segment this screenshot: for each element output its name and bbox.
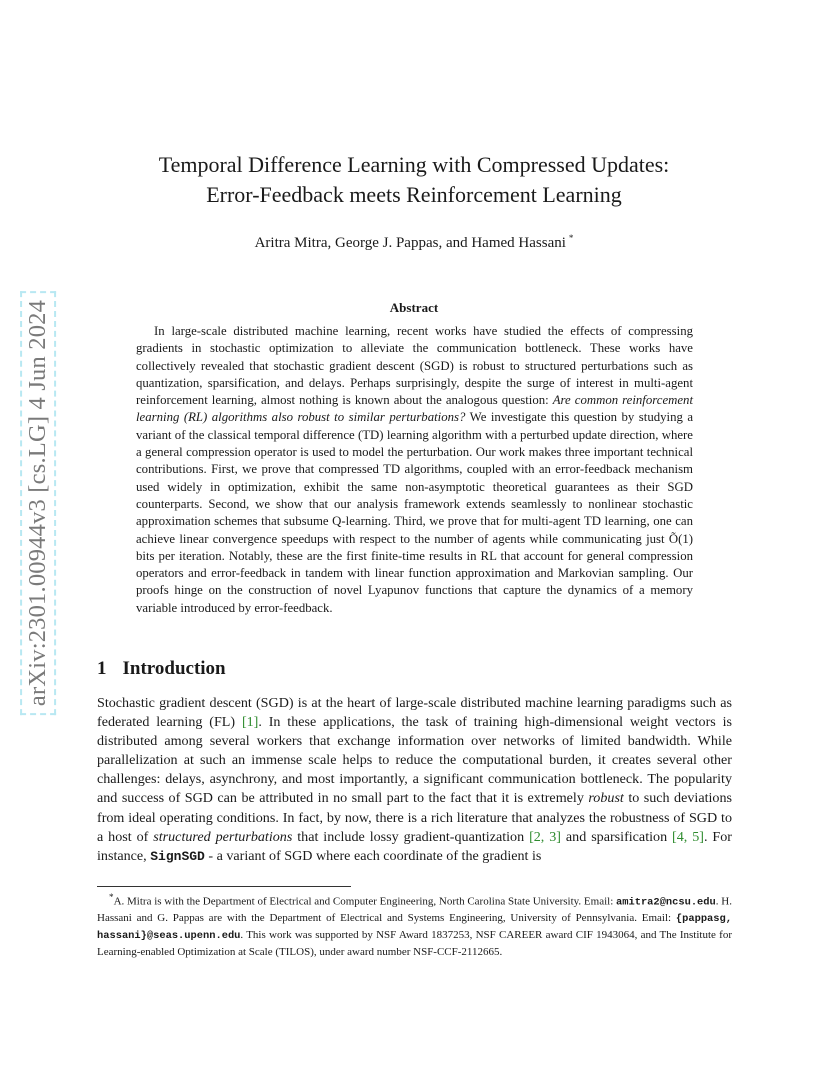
footnote-divider: [97, 886, 351, 887]
abstract-part-2: We investigate this question by studying a variant of the classical temporal difference (TD) learning algorithm with a perturbed update direction, where a general compression operator is used to model the perturbation. Our work makes three important technical contributions. First, we prove that compressed TD algorithms, coupled with an error-feedback mechanism used widely in optimization, exhibit the same non-asymptotic theoretical guarantees as their SGD counterparts. Second, we show that our analysis framework extends seamlessly to nonlinear stochastic approximation schemes that subsume Q-learning. Third, we prove that for multi-agent TD learning, one can achieve linear convergence speedups with respect to the number of agents while communicating just: [136, 410, 694, 546]
abstract-part-3: bits per iteration. Notably, these are the first finite-time results in RL that account for general compression operators and error-feedback in tandem with linear function approximation and Markovian sampling. Our proofs hinge on the construction of novel Lyapunov functions that capture the dynamics of a memory variable introduced by error-feedback.: [136, 548, 693, 615]
section-number: 1: [97, 658, 107, 679]
citation-link[interactable]: [4, 5]: [672, 828, 704, 845]
author-list: [100, 228, 728, 253]
section-title: Introduction: [122, 658, 226, 679]
intro-text-6: . For instance,: [97, 828, 733, 864]
abstract-question: Are common reinforcement learning (RL) algorithms also robust to similar perturbations?: [136, 393, 693, 425]
title-line-1: Temporal Difference Learning with Compressed Updates:: [158, 152, 670, 177]
abstract-heading: Abstract: [389, 300, 439, 315]
signsgd-code: SignSGD: [150, 848, 205, 864]
intro-text-5: and sparsification: [561, 828, 673, 845]
footnote-email-1[interactable]: amitra2@ncsu.edu: [616, 896, 716, 909]
intro-text-1: Stochastic gradient descent (SGD) is at the heart of large-scale distributed machine learning paradigms such as federated learning (FL): [97, 695, 732, 731]
abstract-otilde: Õ(1): [668, 531, 693, 546]
author-footnote-mark[interactable]: *: [568, 233, 574, 243]
title-line-2: Error-Feedback meets Reinforcement Learning: [206, 182, 622, 207]
citation-link[interactable]: [2, 3]: [529, 828, 561, 845]
intro-emphasis-robust: robust: [588, 790, 624, 807]
footnote-text-2: . H. Hassani and G. Pappas are with the Department of Electrical and Systems Engineering, University of Pennsylvania. Email:: [97, 895, 732, 925]
footnote-text-1: A. Mitra is with the Department of Electrical and Computer Engineering, North Carolina State University. Email:: [113, 895, 616, 908]
footnote-text-3: . This work was supported by NSF Award 1837253, NSF CAREER award CIF 1943064, and The Institute for Learning-enabled Optimization at Scale (TILOS), under award number NSF-CCF-2112665.: [97, 929, 732, 958]
arxiv-identifier[interactable]: arXiv:2301.00944v3 [cs.LG] 4 Jun 2024: [20, 291, 56, 715]
abstract-part-1: In large-scale distributed machine learning, recent works have studied the effects of compressing gradients in stochastic optimization to alleviate the communication bottleneck. These works have collectively revealed that stochastic gradient descent (SGD) is robust to structured perturbations such as quantization, sparsification, and delays. Perhaps surprisingly, despite the surge of interest in multi-agent reinforcement learning, almost nothing is known about the analogous question:: [136, 324, 693, 408]
author-names: Aritra Mitra, George J. Pappas, and Hamed Hassani: [254, 235, 566, 251]
intro-text-7: - a variant of SGD where each coordinate of the gradient is: [204, 847, 542, 864]
intro-text-4: that include lossy gradient-quantization: [292, 828, 530, 845]
footnote-email-2[interactable]: {pappasg, hassani}@seas.upenn.edu: [97, 913, 732, 943]
author-footnote: [97, 890, 732, 960]
introduction-paragraph: [97, 694, 732, 866]
intro-text-3: to such deviations from ideal operating conditions. In fact, by now, there is a rich literature that analyzes the robustness of SGD to a host of: [97, 790, 732, 845]
section-heading-introduction: [97, 658, 226, 680]
intro-emphasis-structured: structured perturbations: [153, 828, 293, 845]
abstract-text: [136, 323, 693, 617]
arxiv-stamp[interactable]: [20, 268, 56, 738]
intro-text-2: . In these applications, the task of training high-dimensional weight vectors is distributed among several workers that exchange information over networks of limited bandwidth. While parallelization at such an immense scale helps to reduce the computational burden, it creates several other challenges: delays, asynchrony, and most importantly, a significant communication bottleneck. The popularity and success of SGD can be attributed in no small part to the fact that it is extremely: [97, 714, 733, 807]
citation-link[interactable]: [1]: [241, 714, 259, 731]
paper-title: [100, 150, 728, 210]
footnote-mark: *: [109, 892, 114, 902]
